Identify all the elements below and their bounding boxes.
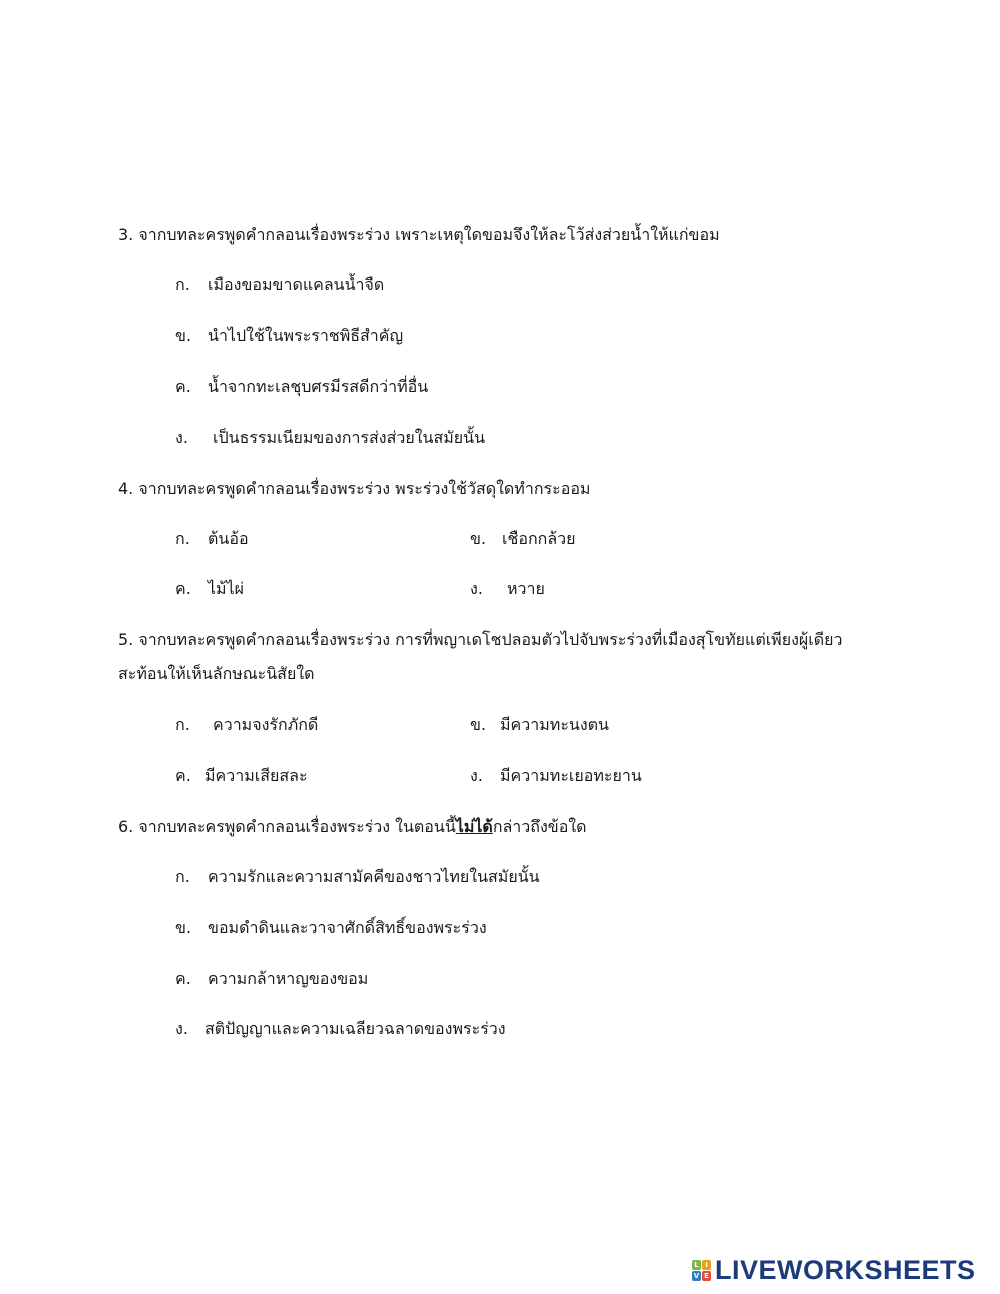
- option-label: ง.: [470, 766, 483, 785]
- option-text: มีความทะนงตน: [500, 715, 609, 734]
- option-label: ง.: [175, 428, 188, 447]
- question-4: 4. จากบทละครพูดคำกลอนเรื่องพระร่วง พระร่วงใช้วัสดุใดทำกระออม: [118, 479, 591, 498]
- option-text: ต้นอ้อ: [208, 529, 249, 548]
- option-text: สติปัญญาและความเฉลียวฉลาดของพระร่วง: [205, 1019, 506, 1038]
- question-6-text-after: กล่าวถึงข้อใด: [492, 817, 587, 836]
- option-text: มีความทะเยอทะยาน: [500, 766, 642, 785]
- option-text: ความกล้าหาญของขอม: [208, 969, 369, 988]
- logo-mark-letter: V: [693, 1271, 700, 1280]
- logo-mark-icon: [692, 1260, 711, 1281]
- option-text: ความจงรักภักดี: [213, 715, 319, 734]
- question-6-emphasis: ไม่ได้: [455, 817, 493, 836]
- option-label: ค.: [175, 377, 191, 396]
- option-label: ค.: [175, 579, 191, 598]
- option-label: ง.: [175, 1019, 188, 1038]
- option-text: หวาย: [507, 579, 545, 598]
- option-label: ก.: [175, 529, 190, 548]
- question-3: 3. จากบทละครพูดคำกลอนเรื่องพระร่วง เพราะเหตุใดขอมจึงให้ละโว้ส่งส่วยน้ำให้แก่ขอม: [118, 225, 720, 244]
- question-5-line-1: 5. จากบทละครพูดคำกลอนเรื่องพระร่วง การที่พญาเดโชปลอมตัวไปจับพระร่วงที่เมืองสุโขทัยแต่เพียงผู้เดียว: [118, 630, 843, 649]
- logo-text: LIVEWORKSHEETS: [715, 1254, 976, 1285]
- option-label: ข.: [175, 326, 192, 345]
- option-text: เป็นธรรมเนียมของการส่งส่วยในสมัยนั้น: [213, 428, 486, 447]
- question-6-text-before: 6. จากบทละครพูดคำกลอนเรื่องพระร่วง ในตอนนี้: [118, 817, 456, 836]
- option-text: ความรักและความสามัคคีของชาวไทยในสมัยนั้น: [208, 867, 540, 886]
- option-label: ก.: [175, 867, 190, 886]
- logo-mark-letter: L: [692, 1260, 701, 1270]
- option-text: เชือกกล้วย: [502, 529, 576, 548]
- option-text: ไม้ไผ่: [208, 579, 245, 598]
- option-label: ข.: [470, 715, 487, 734]
- option-label: ค.: [175, 969, 191, 988]
- option-label: ก.: [175, 715, 190, 734]
- option-label: ค.: [175, 766, 191, 785]
- option-label: ง.: [470, 579, 483, 598]
- option-text: นำไปใช้ในพระราชพิธีสำคัญ: [208, 326, 404, 345]
- logo-mark-letter: E: [702, 1271, 711, 1281]
- liveworksheets-logo: [692, 1254, 992, 1286]
- option-text: ขอมดำดินและวาจาศักดิ์สิทธิ์ของพระร่วง: [208, 918, 487, 937]
- option-text: มีความเสียสละ: [205, 766, 308, 785]
- option-label: ข.: [175, 918, 192, 937]
- logo-mark-letter: I: [702, 1260, 711, 1270]
- option-text: น้ำจากทะเลชุบศรมีรสดีกว่าที่อื่น: [208, 377, 429, 396]
- option-text: เมืองขอมขาดแคลนน้ำจืด: [208, 275, 385, 294]
- option-label: ก.: [175, 275, 190, 294]
- option-label: ข.: [470, 529, 487, 548]
- question-6: [118, 816, 587, 838]
- question-5-line-2: สะท้อนให้เห็นลักษณะนิสัยใด: [118, 664, 315, 683]
